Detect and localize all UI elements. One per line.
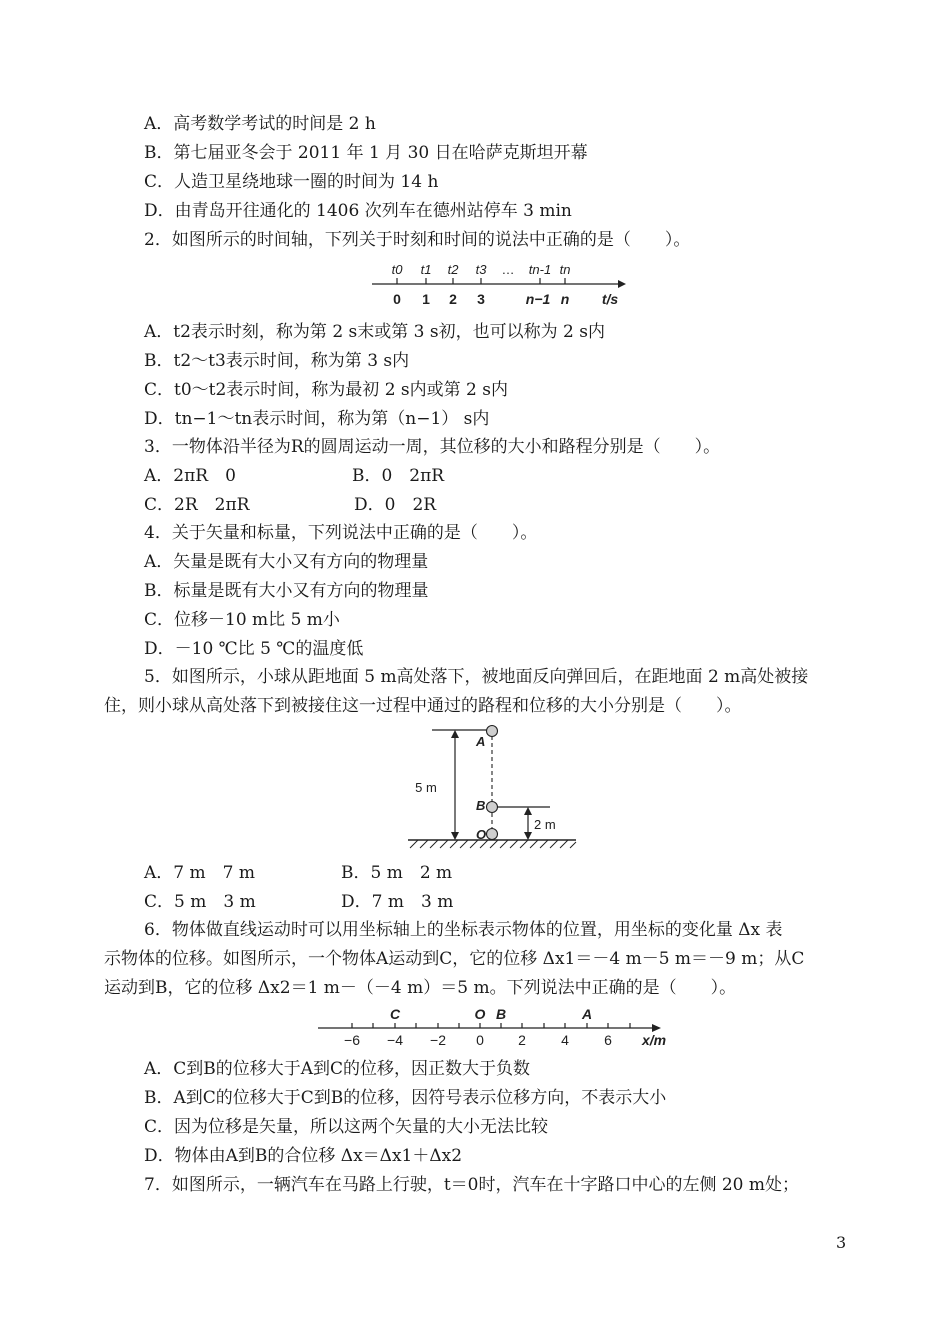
q3-option-d: D．0 2R	[354, 495, 437, 515]
q4-option-d: D．－10 ℃比 5 ℃的温度低	[144, 639, 364, 659]
q6-option-d: D．物体由A到B的合位移 Δx＝Δx1＋Δx2	[144, 1146, 463, 1166]
q1-option-c: C．人造卫星绕地球一圈的时间为 14 h	[144, 172, 439, 192]
label-o: O	[476, 827, 487, 842]
axis-label-t1: t1	[420, 262, 432, 277]
q2-option-d: D．tn−1～tn表示时间，称为第（n−1） s内	[144, 409, 490, 429]
ball-o	[487, 829, 498, 840]
q6-stem-line3: 运动到B，它的位移 Δx2＝1 m－（－4 m）＝5 m。下列说法中正确的是（ ）。	[104, 978, 737, 998]
q3-option-a: A．2πR 0	[144, 466, 236, 486]
axis-unit-label: t/s	[601, 291, 619, 307]
axis-label-tn-1: tn-1	[528, 262, 552, 277]
q2-option-a: A．t2表示时刻，称为第 2 s末或第 3 s初，也可以称为 2 s内	[144, 322, 605, 342]
axis-label-t0: t0	[391, 262, 403, 277]
q3-option-c: C．2R 2πR	[144, 495, 250, 515]
q7-stem-line1: 7．如图所示，一辆汽车在马路上行驶，t＝0时，汽车在十字路口中心的左侧 20 m处；	[144, 1175, 800, 1195]
q4-option-b: B．标量是既有大小又有方向的物理量	[144, 581, 429, 601]
axis-label-t2: t2	[447, 262, 459, 277]
q3-stem: 3．一物体沿半径为R的圆周运动一周，其位移的大小和路程分别是（ ）。	[144, 437, 721, 457]
axis-tick-1: 1	[422, 291, 430, 307]
axis-tick-n: n	[560, 291, 570, 307]
q4-stem: 4．关于矢量和标量，下列说法中正确的是（ ）。	[144, 523, 538, 543]
q2-option-b: B．t2～t3表示时间，称为第 3 s内	[144, 351, 410, 371]
q4-option-a: A．矢量是既有大小又有方向的物理量	[144, 552, 429, 572]
tick-neg4: −4	[387, 1032, 403, 1048]
axis-unit-xm: x/m	[641, 1032, 667, 1048]
point-b-label: B	[495, 1006, 507, 1022]
tick-6: 6	[604, 1032, 612, 1048]
q5-option-a: A．7 m 7 m	[144, 863, 255, 883]
q5-option-b: B．5 m 2 m	[341, 863, 453, 883]
axis-tick-3: 3	[477, 291, 485, 307]
axis-label-ellipsis: …	[501, 262, 515, 277]
q3-option-b: B．0 2πR	[352, 466, 445, 486]
point-o-label: O	[474, 1006, 486, 1022]
q2-time-axis-figure	[368, 262, 628, 310]
axis-tick-2: 2	[449, 291, 457, 307]
label-5m: 5 m	[415, 780, 437, 795]
q1-option-d: D．由青岛开往通化的 1406 次列车在德州站停车 3 min	[144, 201, 572, 221]
page-number: 3	[836, 1233, 847, 1252]
q5-stem-line1: 5．如图所示，小球从距地面 5 m高处落下，被地面反向弹回后，在距地面 2 m高处被接	[144, 667, 809, 687]
axis-label-tn: tn	[559, 262, 571, 277]
tick-4: 4	[561, 1032, 569, 1048]
q5-ball-drop-figure	[400, 724, 585, 854]
q4-option-c: C．位移－10 m比 5 m小	[144, 610, 340, 630]
q6-number-line-figure	[314, 1004, 674, 1052]
ball-b	[487, 802, 498, 813]
axis-tick-0: 0	[393, 291, 401, 307]
label-2m: 2 m	[534, 817, 556, 832]
q6-option-c: C．因为位移是矢量，所以这两个矢量的大小无法比较	[144, 1117, 549, 1137]
q1-option-b: B．第七届亚冬会于 2011 年 1 月 30 日在哈萨克斯坦开幕	[144, 143, 588, 163]
ball-a	[487, 726, 498, 737]
q6-option-a: A．C到B的位移大于A到C的位移，因正数大于负数	[144, 1059, 531, 1079]
q5-stem-line2: 住，则小球从高处落下到被接住这一过程中通过的路程和位移的大小分别是（ ）。	[104, 696, 742, 716]
q5-option-c: C．5 m 3 m	[144, 892, 256, 912]
axis-tick-n-1: n−1	[525, 291, 551, 307]
label-b: B	[476, 798, 486, 813]
q6-stem-line1: 6．物体做直线运动时可以用坐标轴上的坐标表示物体的位置，用坐标的变化量 Δx 表	[144, 920, 783, 940]
point-a-label: A	[581, 1006, 593, 1022]
q6-stem-line2: 示物体的位移。如图所示，一个物体A运动到C，它的位移 Δx1＝－4 m－5 m＝－9 m；从C	[104, 949, 805, 969]
axis-label-t3: t3	[475, 262, 487, 277]
q1-option-a: A．高考数学考试的时间是 2 h	[144, 114, 376, 134]
q5-option-d: D．7 m 3 m	[341, 892, 454, 912]
tick-2: 2	[518, 1032, 526, 1048]
q2-option-c: C．t0～t2表示时间，称为最初 2 s内或第 2 s内	[144, 380, 508, 400]
tick-neg2: −2	[430, 1032, 446, 1048]
q2-stem: 2．如图所示的时间轴，下列关于时刻和时间的说法中正确的是（ ）。	[144, 230, 691, 250]
label-a: A	[476, 734, 486, 749]
tick-0: 0	[476, 1032, 484, 1048]
tick-neg6: −6	[344, 1032, 360, 1048]
q6-option-b: B．A到C的位移大于C到B的位移，因符号表示位移方向，不表示大小	[144, 1088, 667, 1108]
point-c-label: C	[389, 1006, 401, 1022]
